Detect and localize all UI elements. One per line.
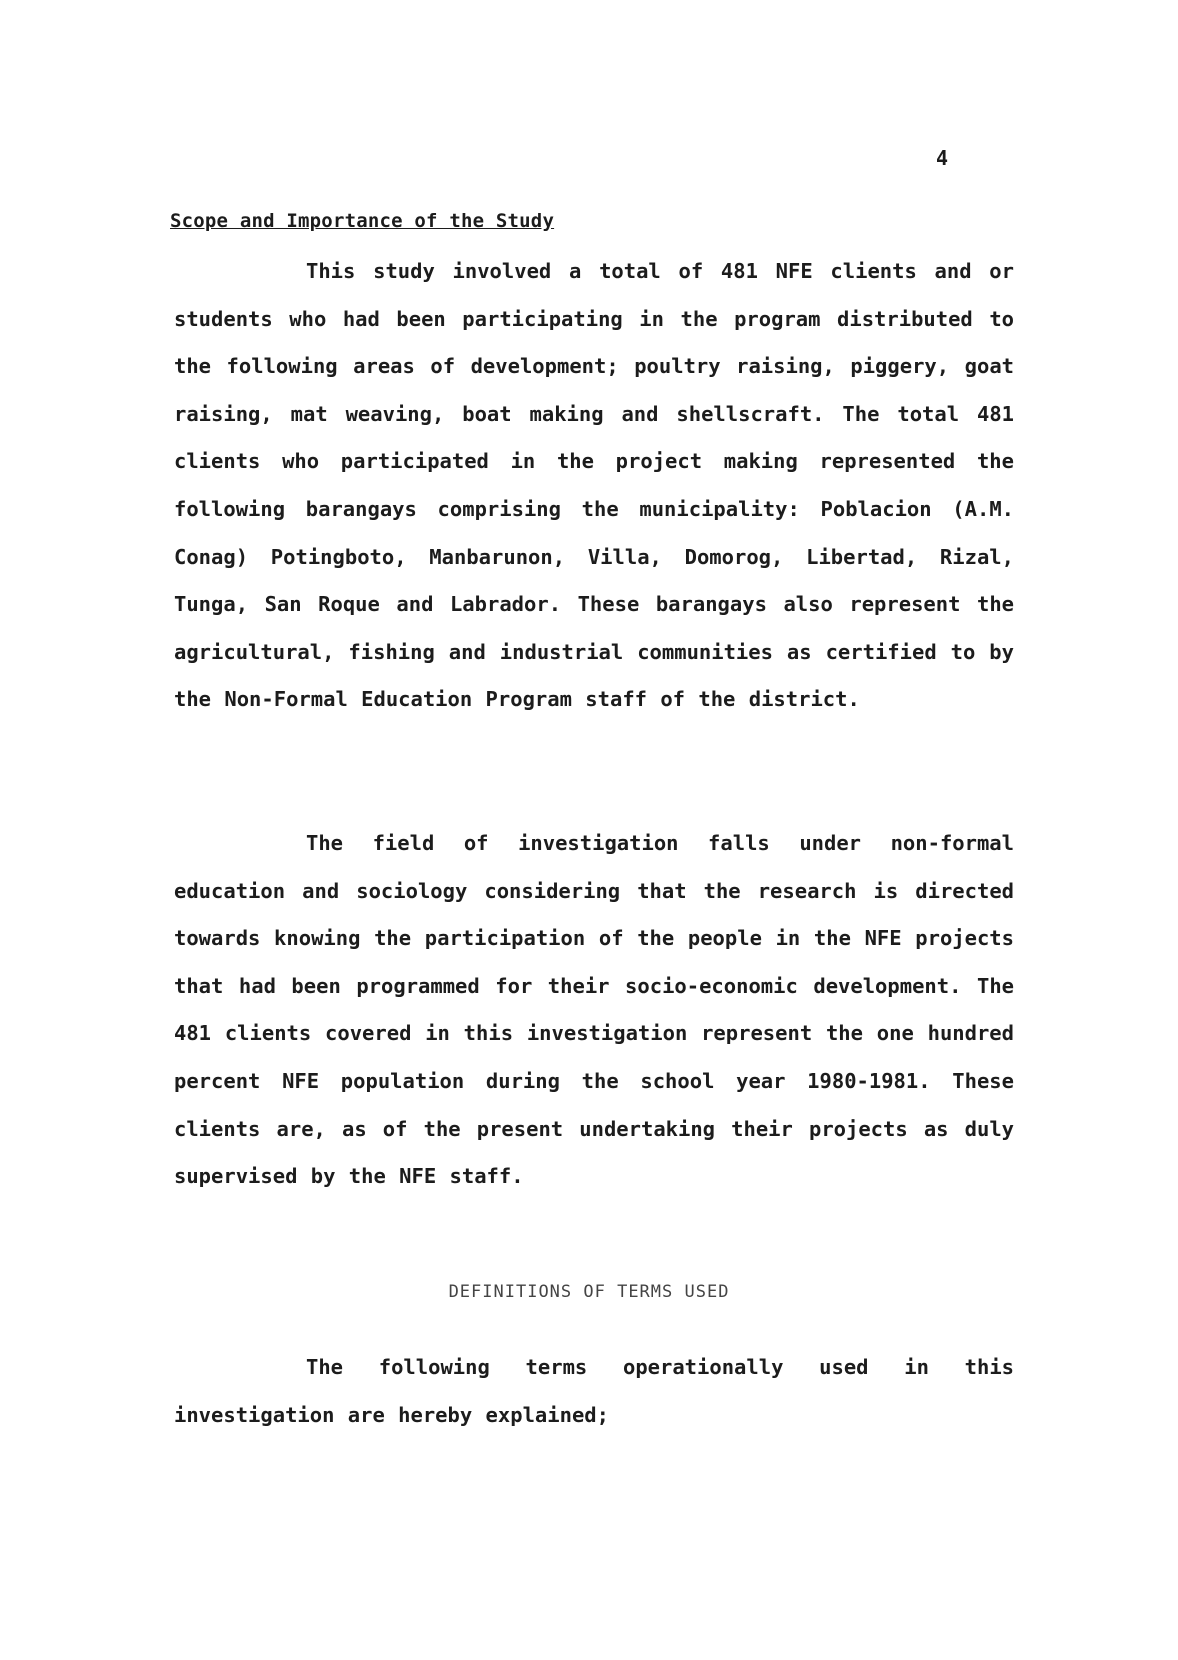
paragraph-terms-intro: The following terms operationally used in this investigation are hereby explained;	[174, 1355, 1014, 1427]
paragraph-field-of-investigation: The field of investigation falls under non-formal education and sociology considering that the research is directed towards knowing the participation of the people in the NFE projects that had been programmed for their socio-economic development. The 481 clients covered in this investigation represent the one hundred percent NFE population during the school year 1980-1981. These clients are, as of the present undertaking their projects as duly supervised by the NFE staff.	[174, 831, 1014, 1189]
paragraph-scope: This study involved a total of 481 NFE clients and or students who had been participating in the program distributed to the following areas of development; poultry raising, piggery, goat raising, mat weaving, boat making and shellscraft. The total 481 clients who participated in the project making represented the following barangays comprising the municipality: Poblacion (A.M. Conag) Potingboto, Manbarunon, Villa, Domorog, Libertad, Rizal, Tunga, San Roque and Labrador. These barangays also represent the agricultural, fishing and industrial communities as certified to by the Non-Formal Education Program staff of the district.	[174, 259, 1014, 712]
definitions-heading: DEFINITIONS OF TERMS USED	[448, 1282, 730, 1302]
page-number: 4	[936, 146, 949, 170]
section-heading: Scope and Importance of the Study	[170, 210, 555, 232]
